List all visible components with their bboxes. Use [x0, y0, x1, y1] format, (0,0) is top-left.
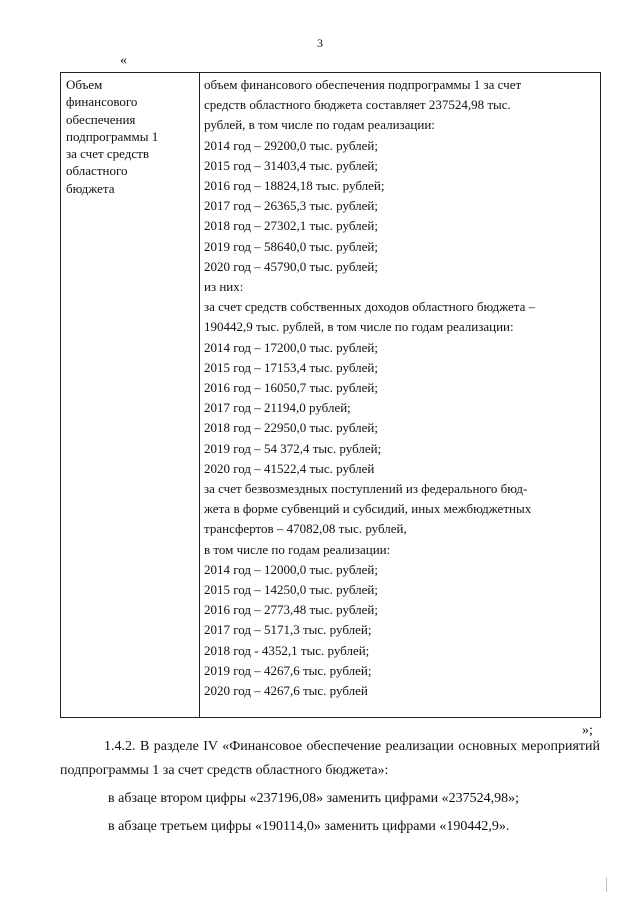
value-line: 2016 год – 16050,7 тыс. рублей; — [204, 380, 378, 396]
value-line: 2020 год – 4267,6 тыс. рублей — [204, 683, 368, 699]
value-line: 2014 год – 29200,0 тыс. рублей; — [204, 137, 378, 153]
amendment-paragraph-2: в абзаце втором цифры «237196,08» заменить цифрами «237524,98»; — [108, 791, 519, 806]
table-value-cell — [200, 73, 600, 717]
funding-table — [60, 72, 601, 718]
scan-artifact — [606, 878, 607, 892]
value-line: объем финансового обеспечения подпрограммы 1 за счет — [204, 77, 522, 92]
value-line: 2017 год – 5171,3 тыс. рублей; — [204, 622, 372, 638]
value-line: в том числе по годам реализации: — [204, 541, 391, 557]
table-label-cell — [61, 73, 200, 717]
amendment-paragraph-3: в абзаце третьем цифры «190114,0» заменить цифрами «190442,9». — [108, 819, 510, 834]
value-line: 2018 год - 4352,1 тыс. рублей; — [204, 642, 370, 658]
value-line: 2017 год – 26365,3 тыс. рублей; — [204, 198, 378, 214]
amendment-paragraph-1: 1.4.2. В разделе IV «Финансовое обеспечение реализации основных мероприятий подпрограммы 1 за счет средств областного бюджета»: — [60, 739, 600, 778]
value-line: трансфертов – 47082,08 тыс. рублей, — [204, 521, 407, 537]
value-line: 2018 год – 27302,1 тыс. рублей; — [204, 218, 378, 234]
label-line: обеспечения — [66, 111, 136, 127]
value-line: средств областного бюджета составляет 237524,98 тыс. — [204, 97, 511, 113]
value-line: 2015 год – 31403,4 тыс. рублей; — [204, 157, 378, 173]
value-line: 2015 год – 14250,0 тыс. рублей; — [204, 582, 378, 598]
value-line: за счет безвозмездных поступлений из федерального бюд- — [204, 481, 528, 497]
value-line: 2018 год – 22950,0 тыс. рублей; — [204, 420, 378, 436]
closing-quote: »; — [582, 723, 593, 738]
value-line: 2016 год – 18824,18 тыс. рублей; — [204, 178, 385, 194]
opening-quote: « — [120, 53, 127, 68]
value-line: 2019 год – 4267,6 тыс. рублей; — [204, 662, 372, 678]
value-line: из них: — [204, 279, 244, 295]
label-line: Объем — [66, 77, 103, 92]
value-line: 2019 год – 54 372,4 тыс. рублей; — [204, 440, 382, 456]
label-line: подпрограммы 1 — [66, 128, 159, 144]
label-line: областного — [66, 163, 128, 179]
value-line: 2015 год – 17153,4 тыс. рублей; — [204, 359, 378, 375]
value-line: рублей, в том числе по годам реализации: — [204, 117, 435, 133]
value-line: 2017 год – 21194,0 рублей; — [204, 400, 351, 416]
value-line: 2019 год – 58640,0 тыс. рублей; — [204, 238, 378, 254]
label-line: финансового — [66, 94, 138, 110]
value-line: 190442,9 тыс. рублей, в том числе по годам реализации: — [204, 319, 514, 335]
value-line: жета в форме субвенций и субсидий, иных межбюджетных — [204, 501, 532, 517]
value-line: 2020 год – 41522,4 тыс. рублей — [204, 460, 375, 476]
value-line: 2020 год – 45790,0 тыс. рублей; — [204, 258, 378, 274]
value-line: 2014 год – 17200,0 тыс. рублей; — [204, 339, 378, 355]
page-number: 3 — [317, 36, 323, 50]
label-line: бюджета — [66, 180, 115, 196]
value-line: 2014 год – 12000,0 тыс. рублей; — [204, 561, 378, 577]
value-line: 2016 год – 2773,48 тыс. рублей; — [204, 602, 378, 618]
label-line: за счет средств — [66, 146, 149, 162]
value-line: за счет средств собственных доходов областного бюджета – — [204, 299, 536, 315]
